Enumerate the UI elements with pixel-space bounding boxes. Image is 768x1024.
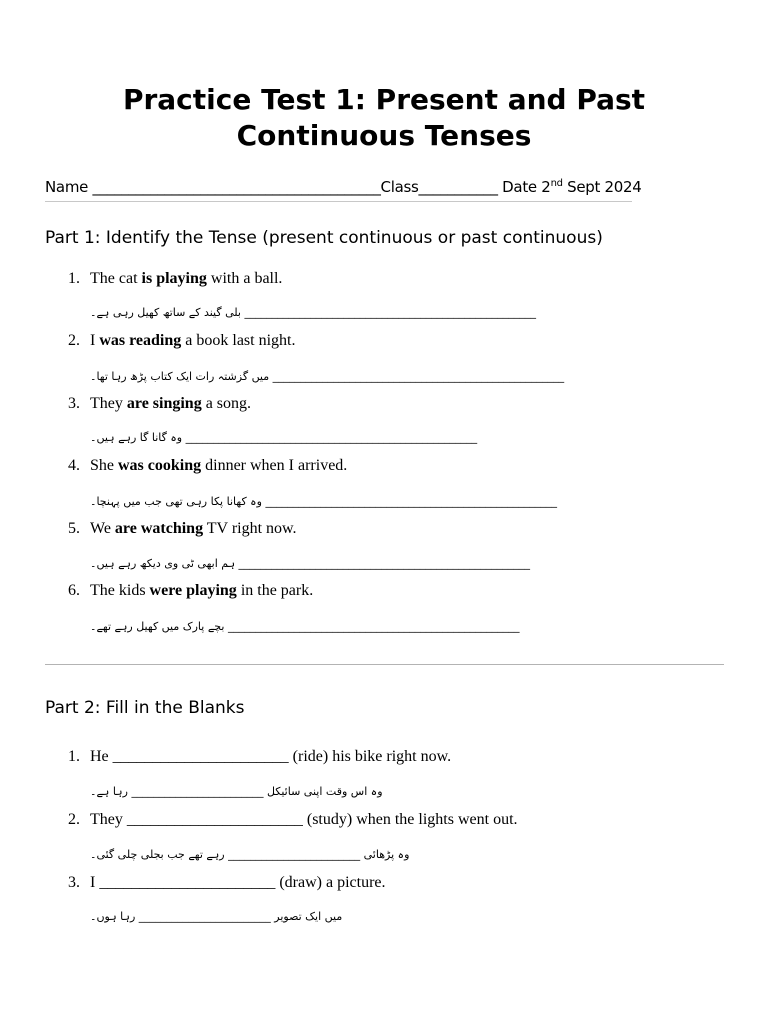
question-verb: were playing (149, 582, 237, 599)
part1-answer-1 (90, 306, 536, 319)
question-text: (ride) his bike right now. (288, 748, 452, 765)
answer-blank: _____________________________________________________ (227, 620, 520, 633)
question-text: in the park. (236, 582, 314, 599)
urdu-sentence: بچے پارک میں کھیل رہے تھے۔ (90, 620, 225, 633)
question-text: The cat (90, 270, 142, 287)
fill-blank: ______________________ (126, 811, 303, 828)
question-text: with a ball. (206, 270, 283, 287)
question-text: (draw) a picture. (275, 874, 386, 891)
part2-question-2 (68, 811, 518, 829)
answer-blank: _____________________________________________________ (185, 431, 478, 444)
part1-answer-5 (90, 557, 530, 570)
part1-question-4 (68, 457, 347, 475)
part2-question-1 (68, 748, 451, 766)
urdu-ending: رہے تھے جب بجلی چلی گئی۔ (90, 848, 225, 861)
urdu-sentence: ہم ابھی ٹی وی دیکھ رہے ہیں۔ (90, 557, 236, 570)
page-title (0, 82, 768, 154)
urdu-start: وہ اس وقت اپنی سائیکل (266, 785, 383, 798)
part1-question-5 (68, 520, 297, 538)
question-number: 1. (68, 748, 80, 765)
part1-question-2 (68, 332, 295, 350)
urdu-sentence: بلی گیند کے ساتھ کھیل رہی ہے۔ (90, 306, 241, 319)
question-verb: is playing (141, 270, 207, 287)
question-verb: are singing (126, 395, 202, 412)
question-number: 6. (68, 582, 80, 599)
date-label: Date 2 (497, 178, 551, 196)
question-text: They (90, 811, 127, 828)
question-verb: are watching (114, 520, 204, 537)
part2-answer-3 (90, 910, 342, 923)
title-line-2: Continuous Tenses (236, 119, 532, 152)
part1-question-1 (68, 270, 282, 288)
answer-blank: ________________________ (138, 910, 271, 923)
title-line-1: Practice Test 1: Present and Past (122, 83, 646, 116)
question-number: 2. (68, 811, 80, 828)
urdu-sentence: وہ کھانا پکا رہی تھی جب میں پہنچا۔ (90, 495, 262, 508)
question-text: I (90, 332, 100, 349)
question-text: They (90, 395, 127, 412)
question-text: (study) when the lights went out. (302, 811, 518, 828)
answer-blank: _____________________________________________________ (244, 306, 536, 319)
part1-answer-3 (90, 431, 477, 444)
part2-answer-1 (90, 785, 383, 798)
question-text: a song. (201, 395, 252, 412)
answer-blank: _____________________________________________________ (265, 495, 557, 508)
question-text: dinner when I arrived. (201, 457, 348, 474)
fill-blank: ______________________ (99, 874, 276, 891)
date-value: Sept 2024 (562, 178, 642, 196)
info-divider (45, 201, 632, 202)
date-superscript: nd (550, 178, 563, 189)
answer-blank: ________________________ (228, 848, 361, 861)
name-label: Name (45, 178, 93, 196)
class-blank: ___________ (418, 178, 498, 196)
fill-blank: ______________________ (112, 748, 289, 765)
question-text: She (90, 457, 118, 474)
question-text: a book last night. (181, 332, 296, 349)
question-text: The kids (90, 582, 150, 599)
question-text: He (90, 748, 113, 765)
part1-question-3 (68, 395, 251, 413)
answer-blank: ________________________ (131, 785, 264, 798)
question-number: 5. (68, 520, 80, 537)
part2-question-3 (68, 874, 386, 892)
question-verb: was cooking (118, 457, 202, 474)
answer-blank: _____________________________________________________ (272, 370, 565, 383)
student-info-line (45, 178, 642, 196)
urdu-start: میں ایک تصویر (274, 910, 343, 923)
question-text: TV right now. (203, 520, 297, 537)
urdu-ending: رہا ہے۔ (90, 785, 128, 798)
class-label: Class (380, 178, 419, 196)
urdu-ending: رہا ہوں۔ (90, 910, 136, 923)
answer-blank: _____________________________________________________ (238, 557, 531, 570)
part1-question-6 (68, 582, 313, 600)
part1-answer-2 (90, 370, 564, 383)
question-number: 3. (68, 874, 80, 891)
part2-heading: Part 2: Fill in the Blanks (45, 698, 245, 718)
question-number: 2. (68, 332, 80, 349)
urdu-sentence: وہ گانا گا رہے ہیں۔ (90, 431, 183, 444)
question-text: I (90, 874, 100, 891)
name-blank: ________________________________________ (92, 178, 381, 196)
part1-answer-6 (90, 620, 519, 633)
question-number: 3. (68, 395, 80, 412)
question-number: 1. (68, 270, 80, 287)
urdu-sentence: میں گزشتہ رات ایک کتاب پڑھ رہا تھا۔ (90, 370, 270, 383)
part2-answer-2 (90, 848, 409, 861)
question-verb: was reading (99, 332, 182, 349)
question-number: 4. (68, 457, 80, 474)
urdu-start: وہ پڑھائی (363, 848, 410, 861)
part1-answer-4 (90, 495, 557, 508)
question-text: We (90, 520, 115, 537)
part1-heading: Part 1: Identify the Tense (present continuous or past continuous) (45, 228, 603, 248)
section-divider (45, 664, 724, 665)
